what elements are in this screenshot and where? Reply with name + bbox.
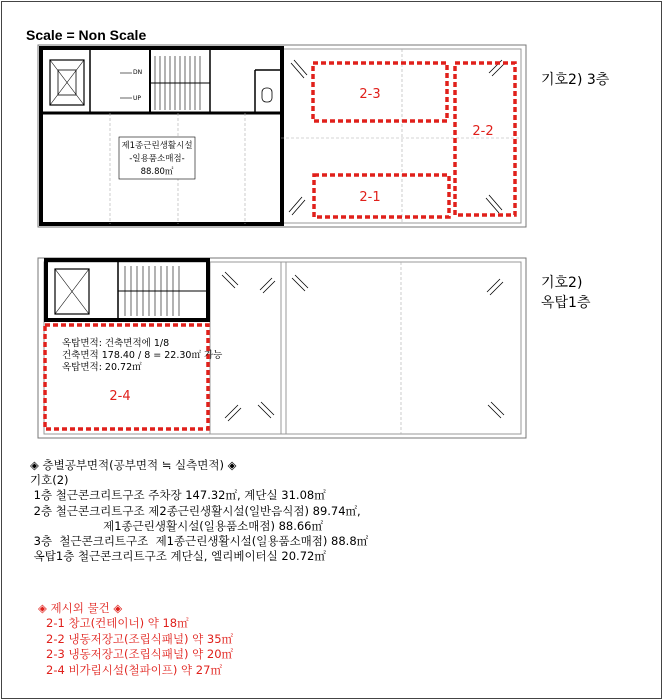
area-line: 제1종근린생활시설(일용품소매점) 88.66㎡ [30, 518, 324, 533]
area-notes [30, 458, 368, 564]
area-2-2-label: 2-2 [472, 124, 494, 139]
area-2-4-label: 2-4 [109, 389, 131, 404]
plan-3f [38, 45, 526, 227]
area-line: 기호(2) [30, 473, 69, 488]
exclusion-notes [38, 601, 233, 678]
area-2-3-label: 2-3 [359, 87, 381, 102]
area-2-1-label: 2-1 [359, 190, 381, 205]
stair-dn-mark: DN [133, 69, 143, 76]
scale-label: Scale = Non Scale [26, 27, 147, 43]
exclusion-line: 2-1 창고(컨테이너) 약 18㎡ [46, 616, 189, 631]
exclusion-heading: ◈ 제시외 물건 ◈ [38, 601, 123, 615]
room-name: 제1종근린생활시설 [121, 141, 193, 151]
exclusion-line: 2-3 냉동저장고(조립식패널) 약 20㎡ [46, 647, 234, 662]
room-area: 88.80㎡ [140, 167, 174, 177]
area-line: 1층 철근콘크리트구조 주차장 147.32㎡, 계단실 31.08㎡ [30, 488, 326, 503]
area-line: 옥탑1층 철근콘크리트구조 계단실, 엘리베이터실 20.72㎡ [30, 549, 326, 564]
exclusion-line: 2-2 냉동저장고(조립식패널) 약 35㎡ [46, 631, 234, 646]
room-use: -일용품소매점- [129, 154, 185, 164]
stair-up-mark: UP [133, 95, 142, 102]
rooftop-note-line1: 옥탑면적: 건축면적에 1/8 [62, 338, 170, 349]
rooftop-note-line2: 건축면적 178.40 / 8 = 22.30㎡ 가능 [62, 350, 223, 361]
floor-label-3f: 기호2) 3층 [541, 72, 610, 88]
exclusion-line: 2-4 비가림시설(철파이프) 약 27㎡ [46, 662, 222, 677]
plan-rooftop [38, 258, 526, 438]
area-heading: ◈ 층별공부면적(공부면적 ≒ 실측면적) ◈ [30, 458, 237, 472]
rooftop-note-line3: 옥탑면적: 20.72㎡ [62, 362, 142, 373]
floor-label-rooftop: 기호2) 옥탑1층 [541, 275, 591, 311]
area-line: 2층 철근콘크리트구조 제2종근린생활시설(일반음식점) 89.74㎡, [30, 503, 361, 518]
area-line: 3층 철근콘크리트구조 제1종근린생활시설(일용품소매점) 88.8㎡ [30, 534, 369, 549]
